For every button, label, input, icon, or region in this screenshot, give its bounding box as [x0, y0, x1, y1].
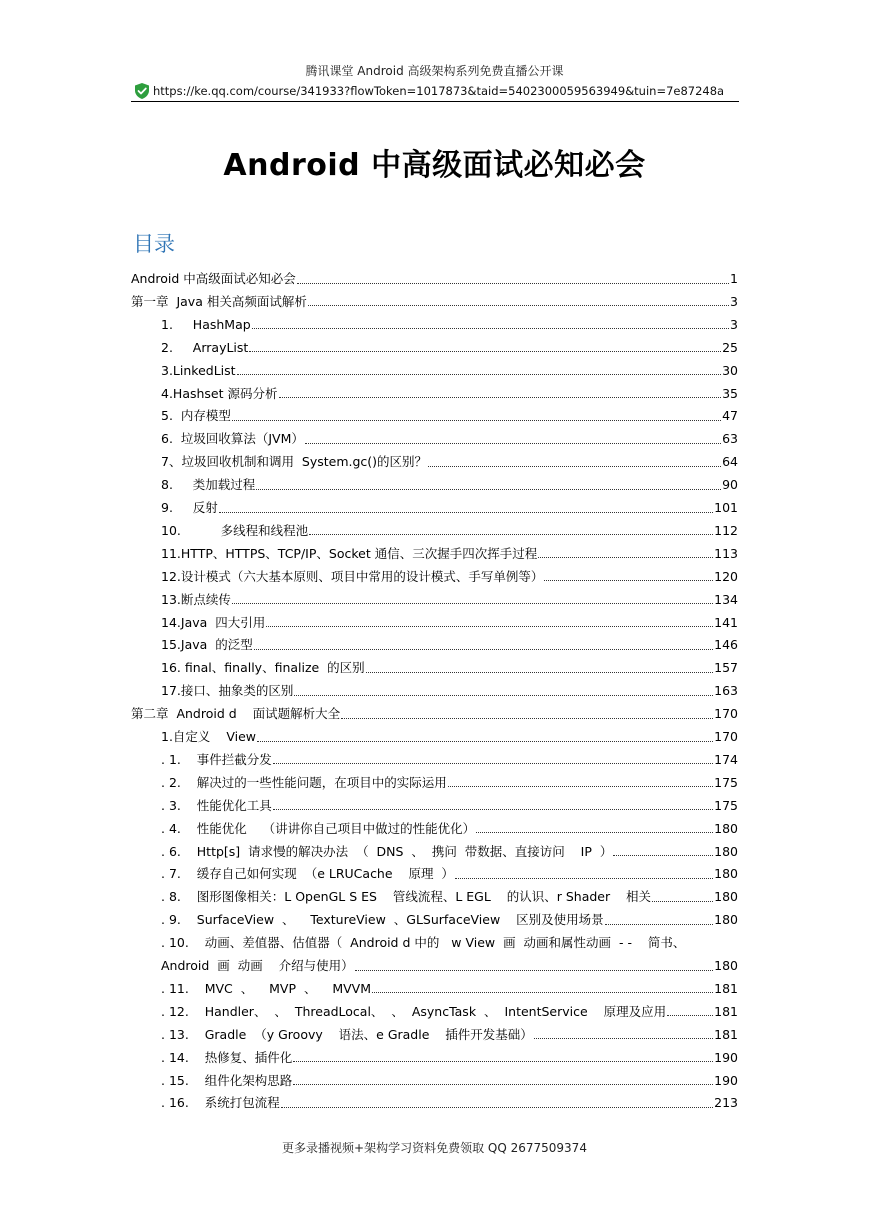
- toc-entry-page-number: 112: [714, 522, 738, 538]
- toc-entry[interactable]: [161, 1003, 738, 1021]
- toc-entry-label: . 8. 图形图像相关：L OpenGL S ES 管线流程、L EGL 的认识、r Shader 相关: [161, 889, 652, 905]
- document-title: Android 中高级面试必知必会: [223, 148, 646, 183]
- page-header-title: 腾讯课堂 Android 高级架构系列免费直播公开课: [305, 64, 564, 78]
- toc-entry-page-number: 174: [714, 751, 738, 767]
- toc-entry[interactable]: [161, 430, 738, 448]
- shield-check-icon: [133, 82, 151, 100]
- toc-entry[interactable]: [161, 888, 738, 906]
- toc-dot-leader: [254, 649, 713, 650]
- toc-dot-leader: [281, 1107, 713, 1108]
- toc-entry[interactable]: [161, 980, 738, 998]
- toc-entry-page-number: 180: [714, 958, 738, 973]
- toc-dot-leader: [308, 305, 729, 306]
- toc-dot-leader: [279, 397, 722, 398]
- toc-entry-label: 第一章 Java 相关高频面试解析: [131, 293, 307, 309]
- toc-dot-leader: [257, 741, 713, 742]
- toc-entry[interactable]: [161, 568, 738, 586]
- toc-entry-label: 4.Hashset 源码分析: [161, 385, 278, 401]
- toc-entry-label: . 15. 组件化架构思路: [161, 1072, 293, 1088]
- toc-entry-label: . 9. SurfaceView 、 TextureView 、GLSurfaceView 区别及使用场景: [161, 912, 604, 928]
- toc-entry-page-number: 180: [714, 820, 738, 836]
- toc-entry-label: 6. 垃圾回收算法（JVM）: [161, 431, 304, 447]
- toc-entry-label: . 14. 热修复、插件化: [161, 1049, 293, 1065]
- toc-entry[interactable]: [161, 843, 738, 861]
- toc-entry-page-number: 180: [714, 889, 738, 905]
- toc-entry-label: . 3. 性能优化工具: [161, 797, 272, 813]
- toc-entry-page-number: 3: [730, 316, 738, 332]
- toc-entry[interactable]: [161, 499, 738, 517]
- toc-entry-page-number: 113: [714, 545, 738, 561]
- page-footer: 更多录播视频+架构学习资料免费领取 QQ 2677509374: [282, 1141, 587, 1155]
- toc-entry-label: . 6. Http[s] 请求慢的解决办法 （ DNS 、 携问 带数据、直接访问 IP ）: [161, 843, 613, 859]
- toc-dot-leader: [605, 924, 714, 925]
- toc-dot-leader: [372, 992, 713, 993]
- toc-entry[interactable]: [161, 316, 738, 334]
- toc-dot-leader: [232, 420, 721, 421]
- toc-entry[interactable]: [161, 865, 738, 883]
- toc-entry-label: . 2. 解决过的一些性能问题，在项目中的实际运用: [161, 774, 447, 790]
- toc-entry[interactable]: [161, 339, 738, 357]
- toc-entry[interactable]: [161, 453, 738, 471]
- toc-dot-leader: [455, 878, 713, 879]
- toc-entry-page-number: 63: [722, 431, 738, 447]
- toc-entry-label: 1. HashMap: [161, 316, 251, 332]
- toc-dot-leader: [273, 763, 713, 764]
- toc-entry-label: 12.设计模式（六大基本原则、项目中常用的设计模式、手写单例等）: [161, 568, 544, 584]
- toc-entry-label: . 16. 系统打包流程: [161, 1095, 280, 1111]
- toc-dot-leader: [448, 786, 713, 787]
- toc-entry-page-number: 181: [714, 1003, 738, 1019]
- toc-entry[interactable]: [161, 797, 738, 815]
- toc-entry[interactable]: [161, 614, 738, 632]
- toc-entry-label: 7、垃圾回收机制和调用 System.gc()的区别？: [161, 454, 428, 470]
- toc-entry[interactable]: [161, 407, 738, 425]
- toc-entry[interactable]: [161, 659, 738, 677]
- toc-dot-leader: [355, 970, 714, 971]
- toc-entry[interactable]: [161, 522, 738, 540]
- toc-entry-page-number: 3: [730, 293, 738, 309]
- toc-dot-leader: [667, 1015, 713, 1016]
- toc-entry-page-number: 120: [714, 568, 738, 584]
- toc-entry-label: 8. 类加载过程: [161, 477, 256, 493]
- toc-dot-leader: [341, 718, 713, 719]
- toc-entry-label: 14.Java 四大引用: [161, 614, 266, 630]
- toc-dot-leader: [293, 1084, 713, 1085]
- toc-entry-label: 第二章 Android d 面试题解析大全: [131, 706, 341, 722]
- toc-dot-leader: [652, 901, 713, 902]
- toc-entry[interactable]: [161, 385, 738, 403]
- toc-dot-leader: [249, 351, 721, 352]
- toc-dot-leader: [544, 580, 713, 581]
- toc-entry[interactable]: [161, 774, 738, 792]
- toc-dot-leader: [232, 603, 713, 604]
- toc-entry-label: . 12. Handler、 、 ThreadLocal、 、 AsyncTask 、 IntentService 原理及应用: [161, 1003, 667, 1019]
- toc-entry-label: 9. 反射: [161, 500, 218, 515]
- toc-entry[interactable]: [161, 476, 738, 494]
- toc-dot-leader: [476, 832, 713, 833]
- toc-dot-leader: [294, 695, 713, 696]
- toc-dot-leader: [237, 374, 722, 375]
- toc-entry-page-number: 157: [714, 660, 738, 676]
- toc-heading: 目录: [133, 232, 175, 256]
- toc-entry-page-number: 90: [722, 477, 738, 493]
- toc-entry[interactable]: [131, 293, 738, 311]
- toc-dot-leader: [266, 626, 713, 627]
- toc-entry-page-number: 180: [714, 843, 738, 859]
- toc-entry-label: . 11. MVC 、 MVP 、 MVVM: [161, 980, 372, 996]
- toc-entry[interactable]: [161, 1049, 738, 1067]
- toc-dot-leader: [309, 534, 713, 535]
- toc-entry[interactable]: [131, 270, 738, 288]
- toc-entry[interactable]: [161, 591, 738, 609]
- toc-entry[interactable]: [161, 820, 738, 838]
- toc-entry-page-number: 213: [714, 1095, 738, 1111]
- toc-entry-page-number: 180: [714, 866, 738, 882]
- toc-entry[interactable]: [161, 1026, 738, 1044]
- toc-entry-label: 3.LinkedList: [161, 362, 236, 378]
- toc-entry-page-number: 134: [714, 591, 738, 607]
- toc-entry-label[interactable]: . 10. 动画、差值器、估值器（ Android d 中的 w View 画 动画和属性动画 - - 简书、: [161, 935, 686, 951]
- toc-entry-page-number: 170: [714, 706, 738, 722]
- toc-entry[interactable]: [161, 636, 738, 654]
- toc-entry-label: . 7. 缓存自己如何实现 （e LRUCache 原理 ）: [161, 866, 454, 882]
- toc-entry[interactable]: [161, 911, 738, 929]
- toc-entry-label: 17.接口、抽象类的区别: [161, 683, 294, 699]
- toc-entry-label: 15.Java 的泛型: [161, 637, 253, 653]
- toc-dot-leader: [538, 557, 713, 558]
- toc-entry-label: 2. ArrayList: [161, 339, 249, 355]
- toc-entry[interactable]: [161, 728, 738, 746]
- toc-entry-page-number: 181: [714, 980, 738, 996]
- toc-entry[interactable]: [161, 1072, 738, 1090]
- toc-entry-page-number: 30: [722, 362, 738, 378]
- toc-entry-page-number: 175: [714, 774, 738, 790]
- toc-entry-label: Android 画 动画 介绍与使用）: [161, 958, 354, 973]
- toc-entry-page-number: 47: [722, 408, 738, 424]
- page-header-url-row: [133, 82, 724, 100]
- toc-dot-leader: [293, 1061, 713, 1062]
- toc-entry-page-number: 190: [714, 1072, 738, 1088]
- toc-dot-leader: [256, 489, 721, 490]
- toc-entry-label: . 13. Gradle （y Groovy 语法、e Gradle 插件开发基础）: [161, 1026, 533, 1042]
- toc-entry-page-number: 163: [714, 683, 738, 699]
- toc-dot-leader: [252, 328, 729, 329]
- toc-dot-leader: [534, 1038, 713, 1039]
- toc-entry[interactable]: [161, 545, 738, 563]
- toc-entry-page-number: 190: [714, 1049, 738, 1065]
- toc-entry[interactable]: [161, 751, 738, 769]
- toc-dot-leader: [305, 443, 721, 444]
- toc-entry-page-number: 101: [714, 500, 738, 515]
- toc-entry-label: 5. 内存模型: [161, 408, 231, 424]
- toc-entry-label: . 4. 性能优化 （讲讲你自己项目中做过的性能优化）: [161, 820, 476, 836]
- toc-entry-page-number: 25: [722, 339, 738, 355]
- toc-entry-page-number: 181: [714, 1026, 738, 1042]
- header-rule: [131, 101, 739, 102]
- toc-entry[interactable]: [161, 1094, 738, 1112]
- toc-entry[interactable]: [161, 362, 738, 380]
- toc-dot-leader: [219, 512, 713, 513]
- toc-dot-leader: [428, 466, 721, 467]
- toc-dot-leader: [297, 283, 729, 284]
- toc-entry-page-number: 170: [714, 729, 738, 744]
- toc-entry-page-number: 180: [714, 912, 738, 928]
- toc-entry-page-number: 1: [730, 271, 738, 286]
- toc-dot-leader: [613, 855, 713, 856]
- toc-entry-label: . 1. 事件拦截分发: [161, 751, 272, 767]
- page-header-url[interactable]: https://ke.qq.com/course/341933?flowToken=1017873&taid=5402300059563949&tuin=7e87248a: [153, 84, 725, 98]
- toc-entry[interactable]: [161, 957, 738, 975]
- toc-entry[interactable]: [131, 705, 738, 723]
- toc-entry-page-number: 146: [714, 637, 738, 653]
- toc-entry-label: Android 中高级面试必知必会: [131, 271, 296, 286]
- toc-entry-page-number: 141: [714, 614, 738, 630]
- toc-entry-page-number: 35: [722, 385, 738, 401]
- toc-entry-label: 13.断点续传: [161, 591, 231, 607]
- toc-entry-page-number: 64: [722, 454, 738, 470]
- toc-entry[interactable]: [161, 682, 738, 700]
- toc-dot-leader: [273, 809, 713, 810]
- toc-entry-label: 11.HTTP、HTTPS、TCP/IP、Socket 通信、三次握手四次挥手过程: [161, 545, 538, 561]
- toc-entry-label: 10. 多线程和线程池: [161, 522, 309, 538]
- toc-entry-label: 1.自定义 View: [161, 729, 256, 744]
- toc-dot-leader: [366, 672, 713, 673]
- toc-entry-label: 16. final、finally、finalize 的区别: [161, 660, 365, 676]
- toc-entry-page-number: 175: [714, 797, 738, 813]
